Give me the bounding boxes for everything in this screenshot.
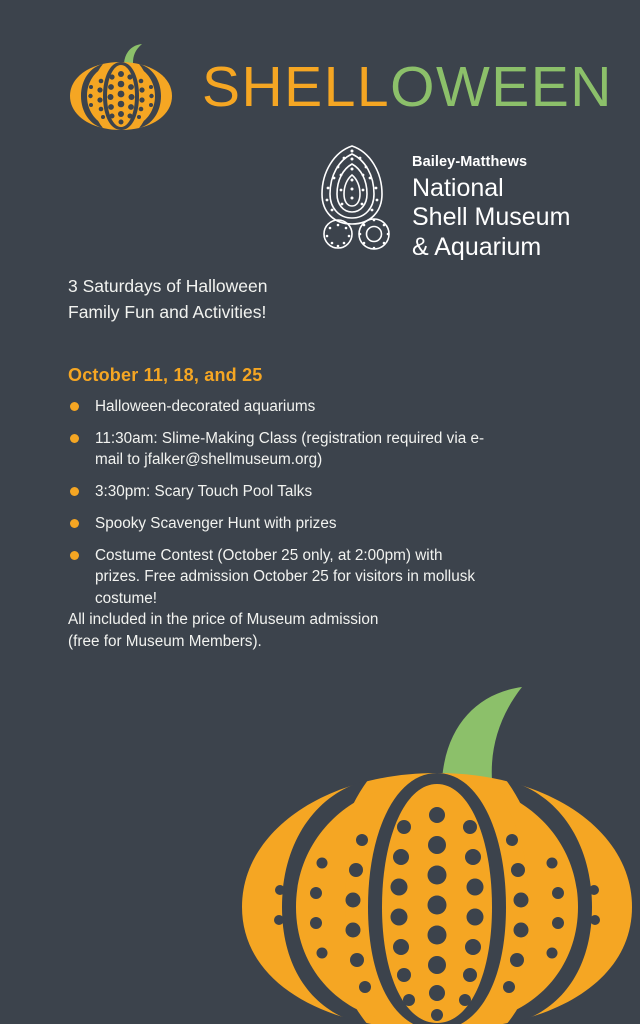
footnote-line2: (free for Museum Members). (68, 633, 262, 651)
bullet-dot-icon (70, 434, 79, 443)
intro-text (68, 274, 488, 326)
list-item (68, 545, 488, 610)
list-item (68, 428, 488, 471)
list-item (68, 513, 488, 535)
list-item-text: 11:30am: Slime-Making Class (registration required via e-mail to jfalker@shellmuseum.org) (95, 429, 485, 469)
list-item (68, 396, 488, 418)
list-item-text: 3:30pm: Scary Touch Pool Talks (95, 483, 313, 501)
bullet-dot-icon (70, 519, 79, 528)
pumpkin-icon (232, 685, 640, 1024)
museum-name-line1: National (412, 174, 504, 202)
museum-logo (308, 142, 608, 264)
dates-heading: October 11, 18, and 25 (68, 365, 263, 385)
list-item (68, 481, 488, 503)
footnote-line1: All included in the price of Museum admission (68, 611, 379, 628)
bullet-dot-icon (70, 551, 79, 560)
activities-list (68, 396, 488, 620)
intro-line1: 3 Saturdays of Halloween (68, 276, 268, 296)
intro-line2: Family Fun and Activities! (68, 301, 267, 322)
bullet-dot-icon (70, 402, 79, 411)
bullet-dot-icon (70, 487, 79, 496)
shell-logo-icon (308, 142, 400, 254)
wordmark-part1: SHELL (202, 54, 391, 119)
list-item-text: Costume Contest (October 25 only, at 2:00pm) with prizes. Free admission October 25 for visitors in mollusk costume! (95, 546, 476, 608)
header (62, 42, 613, 132)
wordmark (202, 54, 613, 119)
list-item-text: Halloween-decorated aquariums (95, 398, 316, 415)
museum-prefix: Bailey-Matthews (412, 154, 528, 170)
pumpkin-icon (62, 43, 180, 131)
museum-name-line3: & Aquarium (412, 232, 542, 261)
wordmark-part2: OWEEN (390, 54, 613, 119)
museum-name-line2: Shell Museum (412, 203, 571, 232)
footnote (68, 609, 498, 654)
list-item-text: Spooky Scavenger Hunt with prizes (95, 514, 337, 532)
museum-text (412, 142, 570, 262)
